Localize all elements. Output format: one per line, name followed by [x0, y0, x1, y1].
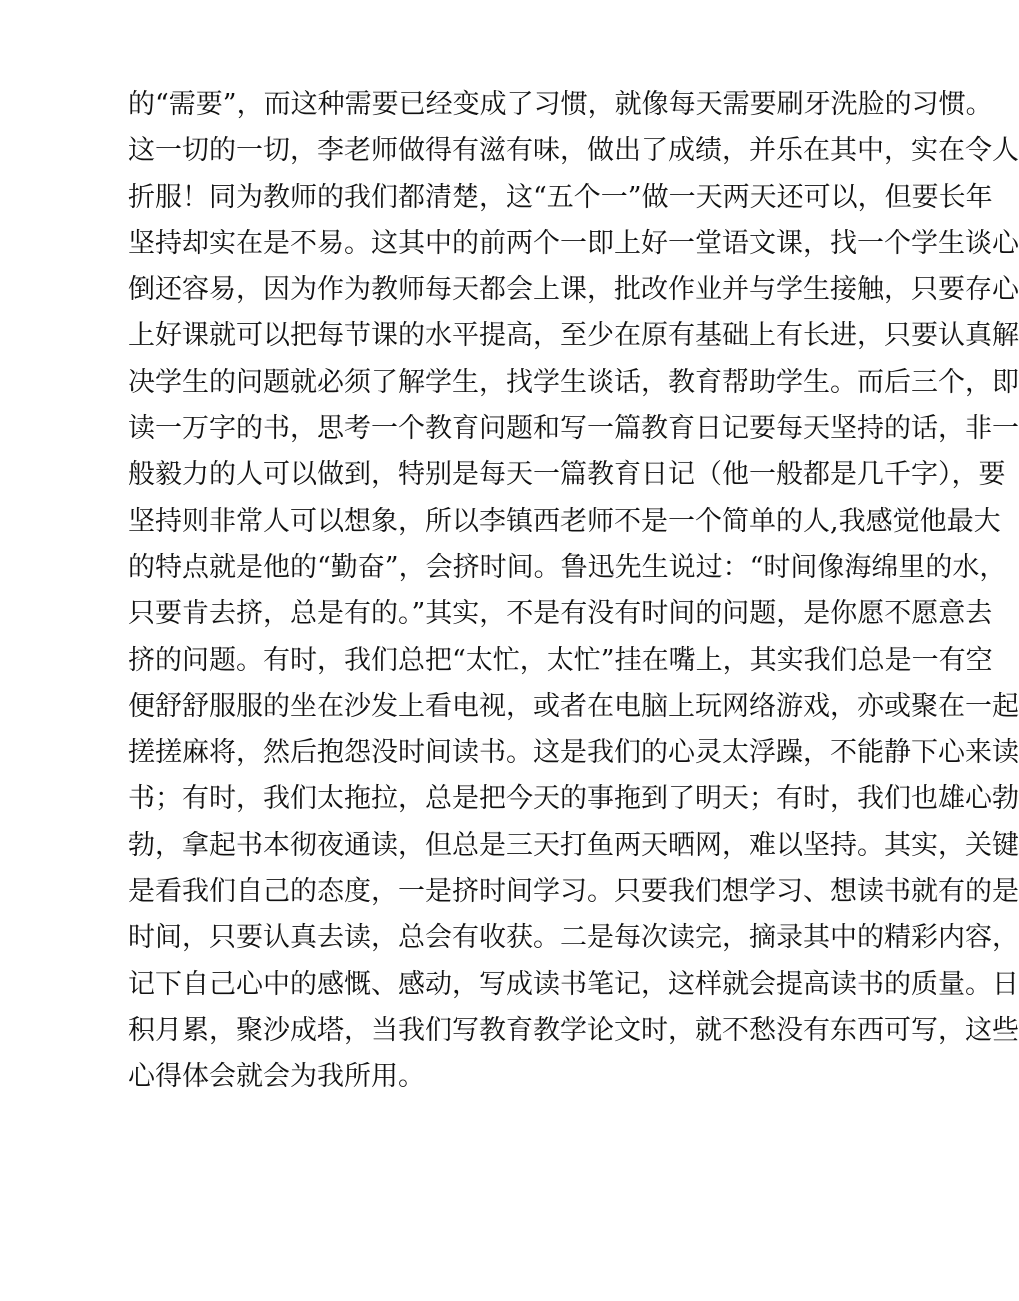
text-line: 搓搓麻将，然后抱怨没时间读书。这是我们的心灵太浮躁，不能静下心来读: [128, 737, 1019, 769]
text-line: 折服！同为教师的我们都清楚，这“五个一”做一天两天还可以，但要长年: [128, 181, 993, 213]
text-line: 勃，拿起书本彻夜通读，但总是三天打鱼两天晒网，难以坚持。其实，关键: [128, 829, 1019, 861]
text-line: 是看我们自己的态度，一是挤时间学习。只要我们想学习、想读书就有的是: [128, 876, 1019, 908]
text-line: 般毅力的人可以做到，特别是每天一篇教育日记（他一般都是几千字），要: [128, 459, 1006, 491]
text-line: 坚持则非常人可以想象，所以李镇西老师不是一个简单的人,我感觉他最大: [128, 505, 1001, 537]
text-line: 心得体会就会为我所用。: [128, 1061, 425, 1093]
text-line: 这一切的一切，李老师做得有滋有味，做出了成绩，并乐在其中，实在令人: [128, 135, 1019, 167]
document-body: [128, 82, 1019, 1101]
text-line: 坚持却实在是不易。这其中的前两个一即上好一堂语文课，找一个学生谈心: [128, 227, 1019, 259]
text-line: 只要肯去挤，总是有的。”其实，不是有没有时间的问题，是你愿不愿意去: [128, 598, 993, 630]
text-line: 上好课就可以把每节课的水平提高，至少在原有基础上有长进，只要认真解: [128, 320, 1019, 352]
text-line: 决学生的问题就必须了解学生，找学生谈话，教育帮助学生。而后三个，即: [128, 366, 1019, 398]
text-line: 时间，只要认真去读，总会有收获。二是每次读完，摘录其中的精彩内容，: [128, 922, 1019, 954]
text-line: 倒还容易，因为作为教师每天都会上课，批改作业并与学生接触，只要存心: [128, 274, 1019, 306]
text-line: 挤的问题。有时，我们总把“太忙，太忙”挂在嘴上，其实我们总是一有空: [128, 644, 993, 676]
text-line: 的特点就是他的“勤奋”，会挤时间。鲁迅先生说过：“时间像海绵里的水，: [128, 551, 1007, 583]
text-line: 书；有时，我们太拖拉，总是把今天的事拖到了明天；有时，我们也雄心勃: [128, 783, 1019, 815]
text-line: 的“需要”，而这种需要已经变成了习惯，就像每天需要刷牙洗脸的习惯。: [128, 89, 993, 120]
text-line: 积月累，聚沙成塔，当我们写教育教学论文时，就不愁没有东西可写，这些: [128, 1014, 1019, 1046]
text-line: 便舒舒服服的坐在沙发上看电视，或者在电脑上玩网络游戏，亦或聚在一起: [128, 690, 1019, 722]
text-line: 记下自己心中的感慨、感动，写成读书笔记，这样就会提高读书的质量。日: [128, 968, 1019, 1000]
text-line: 读一万字的书，思考一个教育问题和写一篇教育日记要每天坚持的话，非一: [128, 413, 1019, 445]
